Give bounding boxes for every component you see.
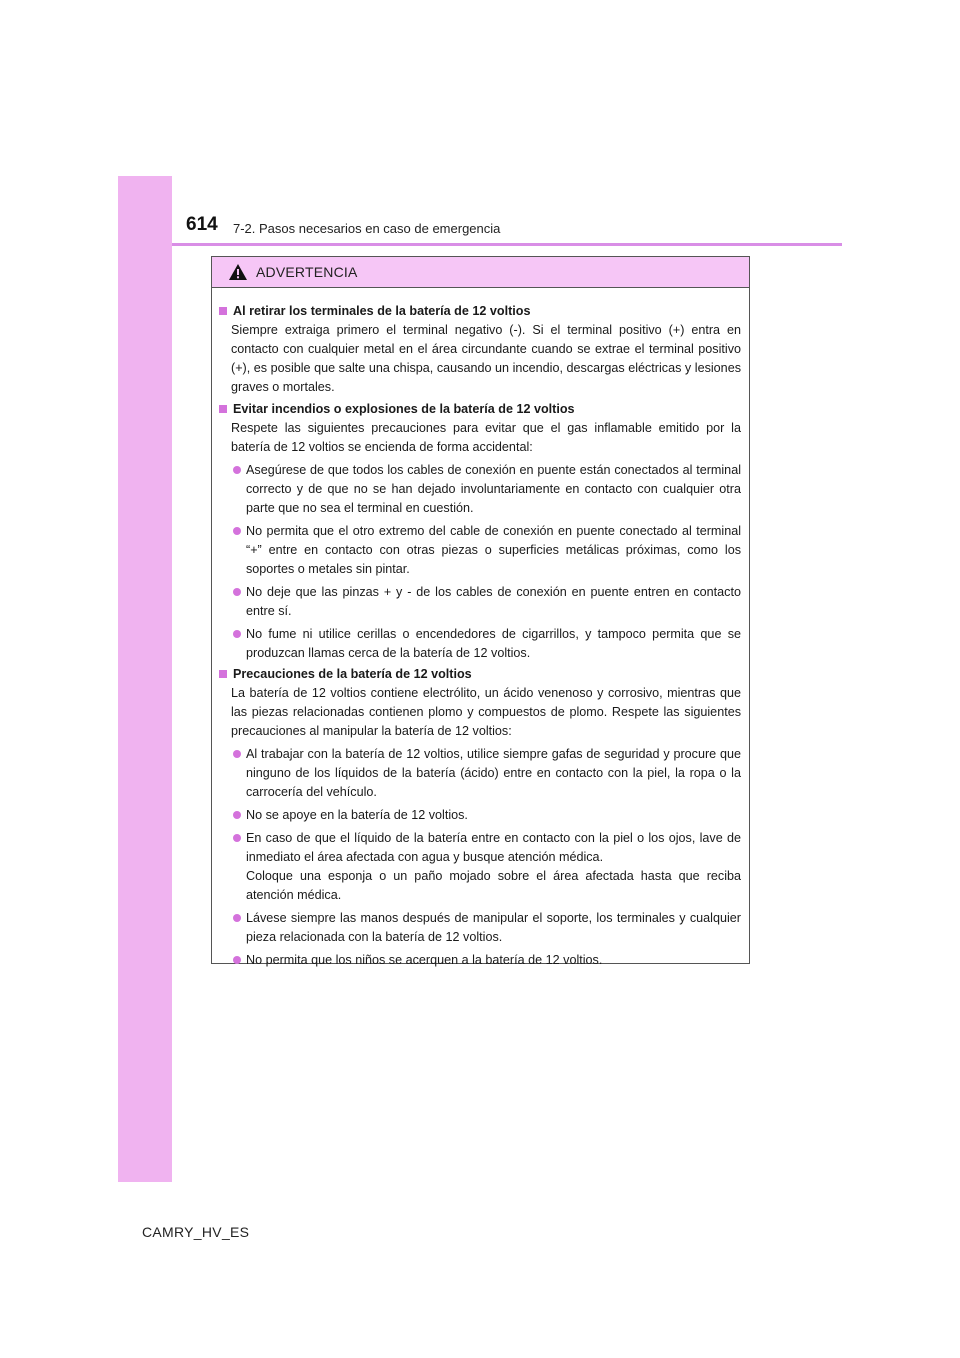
section-paragraph: Siempre extraiga primero el terminal negativo (-). Si el terminal positivo (+) entra en contacto con cualquier metal en el área circundante cuando se extrae el terminal positivo (+), es posible que salte una chispa, causando un incendio, descargas eléctricas y lesiones graves o mortales. xyxy=(231,323,741,394)
section-heading: Al retirar los terminales de la batería de 12 voltios xyxy=(219,302,741,321)
square-bullet-icon xyxy=(219,307,227,315)
circle-bullet-icon xyxy=(233,914,241,922)
circle-bullet-icon xyxy=(233,588,241,596)
list-item: No deje que las pinzas + y - de los cables de conexión en puente entren en contacto entre sí. xyxy=(219,583,741,621)
list-item: Lávese siempre las manos después de manipular el soporte, los terminales y cualquier pieza relacionada con la batería de 12 voltios. xyxy=(219,909,741,947)
warning-body xyxy=(212,288,749,970)
circle-bullet-icon xyxy=(233,466,241,474)
section-paragraph: Respete las siguientes precauciones para evitar que el gas inflamable emitido por la batería de 12 voltios se encienda de forma accidental: xyxy=(231,421,741,454)
list-item: En caso de que el líquido de la batería entre en contacto con la piel o los ojos, lave de inmediato el área afectada con agua y busque atención médica. Coloque una esponja o un paño mojado sobre el área afectada hasta que reciba atención médica. xyxy=(219,829,741,905)
section-paragraph: La batería de 12 voltios contiene electrólito, un ácido venenoso y corrosivo, mientras que las piezas relacionadas contienen plomo y compuestos de plomo. Respete las siguientes precauciones al manipular la batería de 12 voltios: xyxy=(231,686,741,738)
square-bullet-icon xyxy=(219,670,227,678)
warning-box xyxy=(211,256,750,967)
document-code: CAMRY_HV_ES xyxy=(142,1224,250,1240)
header-divider xyxy=(172,243,842,246)
circle-bullet-icon xyxy=(233,750,241,758)
circle-bullet-icon xyxy=(233,956,241,964)
list-item: No permita que el otro extremo del cable de conexión en puente conectado al terminal “+” entre en contacto con otras piezas o superficies metálicas próximas, como los soportes o metales sin pintar. xyxy=(219,522,741,579)
circle-bullet-icon xyxy=(233,630,241,638)
warning-header xyxy=(212,257,749,288)
circle-bullet-icon xyxy=(233,527,241,535)
warning-triangle-icon xyxy=(228,263,248,281)
section-title: 7-2. Pasos necesarios en caso de emergencia xyxy=(233,221,501,236)
page-number: 614 xyxy=(186,214,218,235)
list-item: Asegúrese de que todos los cables de conexión en puente están conectados al terminal correcto y de que no se han dejado involuntariamente en contacto con cualquier otra parte que no sea el terminal en cuestión. xyxy=(219,461,741,518)
chapter-sidebar-tab xyxy=(118,176,172,1182)
section-heading: Precauciones de la batería de 12 voltios xyxy=(219,665,741,684)
square-bullet-icon xyxy=(219,405,227,413)
circle-bullet-icon xyxy=(233,834,241,842)
list-item: Al trabajar con la batería de 12 voltios, utilice siempre gafas de seguridad y procure que ninguno de los líquidos de la batería (ácido) entre en contacto con la piel, la ropa o la carrocería del vehículo. xyxy=(219,745,741,802)
list-item: No se apoye en la batería de 12 voltios. xyxy=(219,806,741,825)
list-item: No permita que los niños se acerquen a la batería de 12 voltios. xyxy=(219,951,741,970)
list-item: No fume ni utilice cerillas o encendedores de cigarrillos, y tampoco permita que se produzcan llamas cerca de la batería de 12 voltios. xyxy=(219,625,741,663)
warning-label: ADVERTENCIA xyxy=(256,264,358,280)
section-heading: Evitar incendios o explosiones de la batería de 12 voltios xyxy=(219,400,741,419)
circle-bullet-icon xyxy=(233,811,241,819)
bullet-continuation: Coloque una esponja o un paño mojado sobre el área afectada hasta que reciba atención médica. xyxy=(246,869,741,902)
